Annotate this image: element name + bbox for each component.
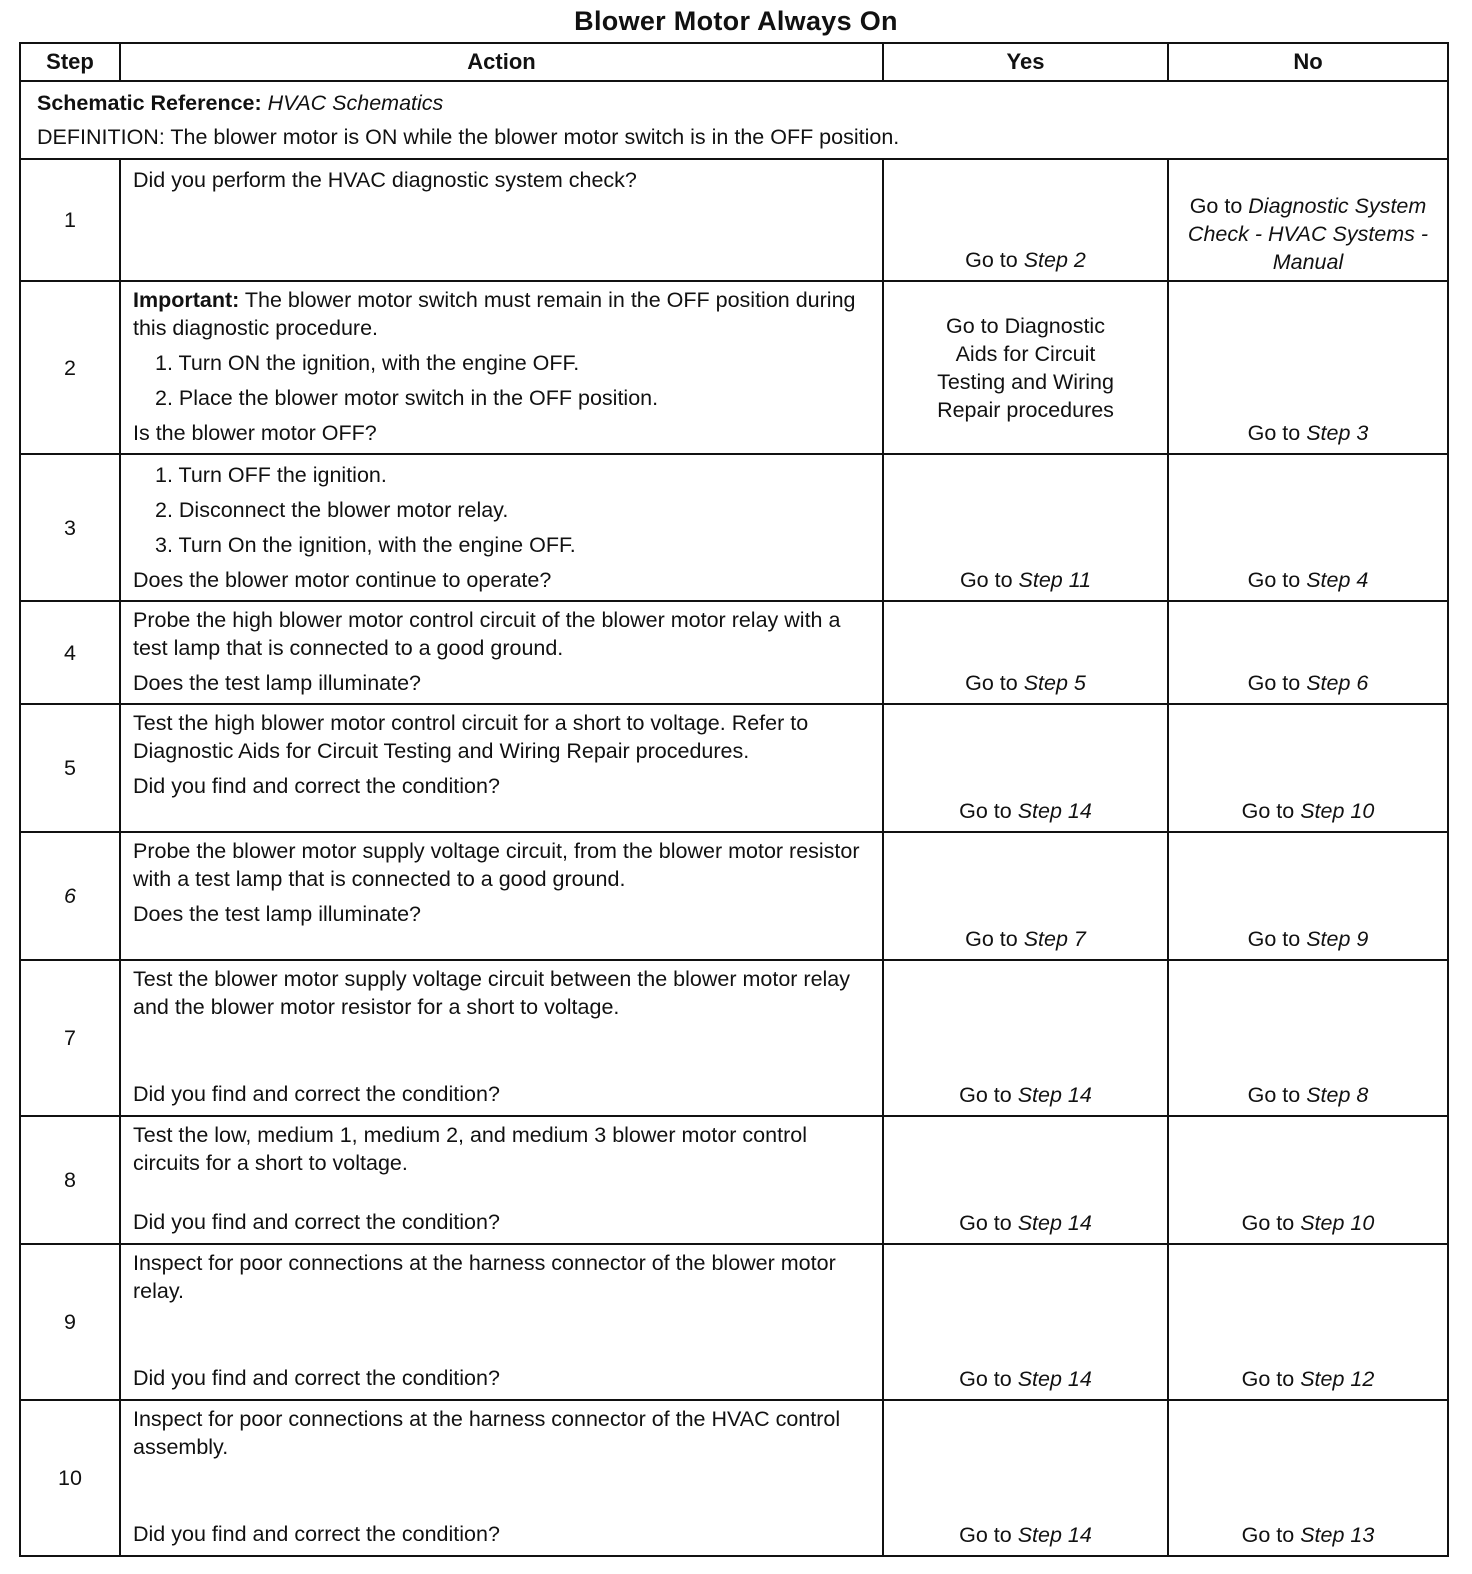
yes-cell [883, 704, 1168, 832]
diagnostic-table [19, 42, 1449, 1557]
table-row [20, 960, 1448, 1116]
yes-cell [883, 960, 1168, 1116]
no-cell [1168, 960, 1448, 1116]
no-cell [1168, 601, 1448, 704]
no-cell [1168, 704, 1448, 832]
no-cell [1168, 1116, 1448, 1244]
no-step-link[interactable]: Diagnostic System Check - HVAC Systems - Manual [1187, 194, 1429, 274]
goto-text: Go to [1241, 799, 1295, 823]
goto-text: Go to [1247, 1083, 1301, 1107]
action-question: Did you find and correct the condition? [133, 774, 500, 798]
list-item: 1. Turn OFF the ignition. [155, 463, 387, 487]
schematic-reference-label: Schematic Reference: [37, 91, 262, 115]
table-row [20, 159, 1448, 281]
important-text: The blower motor switch must remain in the OFF position during this diagnostic procedure. [133, 288, 856, 340]
list-item: 3. Turn On the ignition, with the engine OFF. [155, 533, 576, 557]
step-number: 5 [20, 704, 120, 832]
no-step-link[interactable]: Step 9 [1306, 927, 1369, 951]
schematic-reference-value: HVAC Schematics [267, 91, 444, 115]
goto-text: Go to [1241, 1523, 1295, 1547]
header-row [20, 43, 1448, 81]
yes-cell [883, 454, 1168, 601]
action-cell [120, 159, 883, 281]
goto-text: Go to [1189, 194, 1243, 218]
no-cell [1168, 454, 1448, 601]
yes-step-link[interactable]: Step 14 [1017, 799, 1092, 823]
goto-text: Go to [959, 568, 1013, 592]
step-number: 7 [20, 960, 120, 1116]
goto-text: Go to [1247, 421, 1301, 445]
no-cell [1168, 1400, 1448, 1556]
step-number: 2 [20, 281, 120, 454]
no-step-link[interactable]: Step 10 [1300, 1211, 1375, 1235]
action-text: Inspect for poor connections at the harness connector of the HVAC control assembly. [133, 1407, 841, 1459]
action-cell [120, 601, 883, 704]
header-yes: Yes [883, 43, 1168, 81]
yes-cell [883, 281, 1168, 454]
action-question: Did you find and correct the condition? [133, 1082, 500, 1106]
action-text: Probe the blower motor supply voltage circuit, from the blower motor resistor with a test lamp that is connected to a good ground. [133, 839, 860, 891]
table-row [20, 1116, 1448, 1244]
step-number: 1 [20, 159, 120, 281]
goto-text: Go to [959, 1211, 1012, 1235]
no-cell [1168, 281, 1448, 454]
action-cell [120, 454, 883, 601]
step-number: 3 [20, 454, 120, 601]
no-cell [1168, 832, 1448, 960]
table-row [20, 454, 1448, 601]
table-row [20, 281, 1448, 454]
action-question: Did you find and correct the condition? [133, 1522, 500, 1546]
action-cell [120, 1116, 883, 1244]
yes-step-link[interactable]: Step 5 [1023, 671, 1086, 695]
goto-text: Go to [1247, 671, 1301, 695]
action-text: Inspect for poor connections at the harness connector of the blower motor relay. [133, 1251, 836, 1303]
goto-text: Go to [965, 671, 1018, 695]
action-cell [120, 704, 883, 832]
action-cell [120, 1400, 883, 1556]
yes-cell [883, 1400, 1168, 1556]
yes-step-link[interactable]: Step 7 [1023, 927, 1086, 951]
yes-step-link[interactable]: Step 14 [1017, 1083, 1092, 1107]
no-step-link[interactable]: Step 3 [1306, 421, 1369, 445]
yes-step-link[interactable]: Step 14 [1017, 1367, 1092, 1391]
action-cell [120, 960, 883, 1116]
no-cell [1168, 159, 1448, 281]
no-step-link[interactable]: Step 4 [1306, 568, 1369, 592]
step-number: 9 [20, 1244, 120, 1400]
table-row [20, 1400, 1448, 1556]
action-question: Does the blower motor continue to operate? [133, 568, 552, 592]
yes-step-link[interactable]: Step 2 [1023, 248, 1086, 272]
list-item: 2. Disconnect the blower motor relay. [155, 498, 509, 522]
yes-cell [883, 1116, 1168, 1244]
yes-step-link[interactable]: Step 14 [1017, 1523, 1092, 1547]
step-number: 4 [20, 601, 120, 704]
step-number-text: 6 [64, 884, 76, 908]
no-step-link[interactable]: Step 13 [1300, 1523, 1375, 1547]
action-question: Did you find and correct the condition? [133, 1366, 500, 1390]
definition: DEFINITION: The blower motor is ON while the blower motor switch is in the OFF position. [37, 125, 900, 149]
no-cell [1168, 1244, 1448, 1400]
goto-text: Go to [1241, 1211, 1295, 1235]
goto-text: Go to [959, 1367, 1012, 1391]
no-step-link[interactable]: Step 8 [1306, 1083, 1369, 1107]
action-cell [120, 832, 883, 960]
no-step-link[interactable]: Step 12 [1300, 1367, 1375, 1391]
important-label: Important: [133, 288, 240, 312]
important-note [133, 286, 870, 342]
yes-step-link[interactable]: Step 11 [1018, 568, 1092, 592]
yes-cell [883, 832, 1168, 960]
table-row [20, 832, 1448, 960]
step-number: 8 [20, 1116, 120, 1244]
no-step-link[interactable]: Step 6 [1306, 671, 1369, 695]
table-row [20, 601, 1448, 704]
header-step: Step [20, 43, 120, 81]
list-item: 1. Turn ON the ignition, with the engine OFF. [155, 351, 580, 375]
list-item: 2. Place the blower motor switch in the OFF position. [155, 386, 659, 410]
action-question: Is the blower motor OFF? [133, 421, 377, 445]
action-question: Does the test lamp illuminate? [133, 671, 422, 695]
goto-text: Go to [965, 248, 1018, 272]
yes-cell [883, 1244, 1168, 1400]
page-title: Blower Motor Always On [574, 6, 898, 36]
goto-text: Go to [959, 1523, 1012, 1547]
action-text: Test the high blower motor control circuit for a short to voltage. Refer to Diagnostic Aids for Circuit Testing and Wiring Repair procedures. [133, 711, 809, 763]
reference-row [20, 81, 1448, 159]
no-step-link[interactable]: Step 10 [1300, 799, 1375, 823]
action-question: Did you find and correct the condition? [133, 1210, 500, 1234]
action-cell [120, 1244, 883, 1400]
goto-text: Go to [1247, 568, 1301, 592]
goto-text: Go to [965, 927, 1018, 951]
yes-text[interactable]: Go to Diagnostic Aids for Circuit Testing and Wiring Repair procedures [937, 313, 1114, 422]
action-text: Test the low, medium 1, medium 2, and medium 3 blower motor control circuits for a short to voltage. [133, 1123, 807, 1175]
goto-text: Go to [1241, 1367, 1295, 1391]
action-cell [120, 281, 883, 454]
step-number [20, 832, 120, 960]
action-text: Probe the high blower motor control circuit of the blower motor relay with a test lamp that is connected to a good ground. [133, 608, 841, 660]
goto-text: Go to [959, 799, 1012, 823]
action-question: Does the test lamp illuminate? [133, 902, 422, 926]
step-number: 10 [20, 1400, 120, 1556]
schematic-reference [37, 86, 1431, 120]
yes-step-link[interactable]: Step 14 [1017, 1211, 1092, 1235]
yes-cell [883, 601, 1168, 704]
yes-cell [883, 159, 1168, 281]
table-row [20, 1244, 1448, 1400]
reference-cell [20, 81, 1448, 159]
table-row [20, 704, 1448, 832]
goto-text: Go to [1247, 927, 1301, 951]
header-no: No [1168, 43, 1448, 81]
action-question: Did you perform the HVAC diagnostic system check? [133, 168, 637, 192]
header-action: Action [120, 43, 883, 81]
goto-text: Go to [959, 1083, 1012, 1107]
action-text: Test the blower motor supply voltage circuit between the blower motor relay and the blower motor resistor for a short to voltage. [133, 967, 851, 1019]
